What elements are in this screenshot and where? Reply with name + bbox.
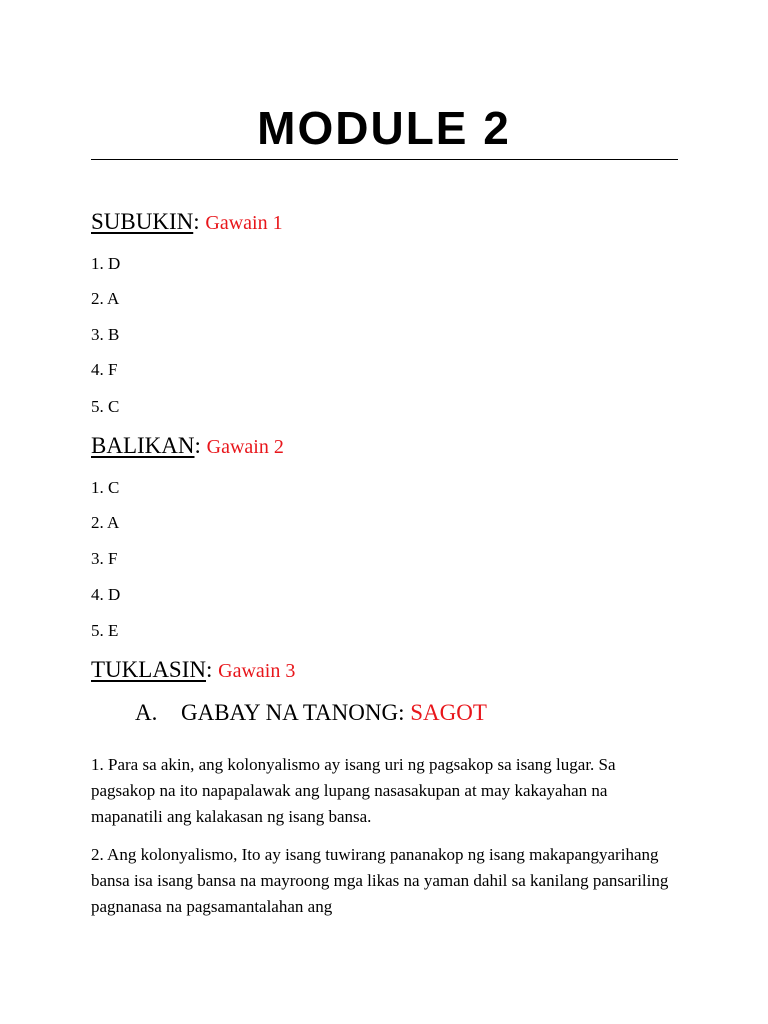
section-label: BALIKAN <box>91 433 195 458</box>
answer-item: 5. E <box>91 621 119 640</box>
section-heading-balikan <box>91 432 284 461</box>
answer-item: 5. C <box>91 397 120 416</box>
answer-item: 2. A <box>91 289 120 308</box>
section-heading-subukin <box>91 208 283 237</box>
answer-item: 3. F <box>91 549 118 568</box>
activity-label: Gawain 1 <box>205 212 283 234</box>
answer-item: 1. C <box>91 478 120 497</box>
answer-item: 4. F <box>91 360 118 379</box>
section-separator: : <box>194 433 207 458</box>
answer-highlight: SAGOT <box>410 700 487 725</box>
answer-paragraph: 2. Ang kolonyalismo, Ito ay isang tuwirang pananakop ng isang makapangyarihang bansa isa isang bansa na mayroong mga likas na yaman dahil sa kanilang pansariling pagnanasa na pagsamantalahan ang <box>91 845 669 916</box>
answer-item: 3. B <box>91 325 120 344</box>
section-label: SUBUKIN <box>91 209 194 234</box>
answer-item: 2. A <box>91 513 120 532</box>
section-separator: : <box>206 657 219 682</box>
section-label: TUKLASIN <box>91 657 206 682</box>
answer-item: 1. D <box>91 254 121 273</box>
guide-question-label: GABAY NA TANONG: <box>181 700 411 725</box>
answer-paragraph: 1. Para sa akin, ang kolonyalismo ay isang uri ng pagsakop sa isang lugar. Sa pagsakop na ito napapalawak ang lupang nasasakupan at may kakayahan na mapanatili ang kalakasan ng isang bansa. <box>91 755 616 826</box>
title-divider <box>91 159 678 160</box>
answer-item: 4. D <box>91 585 121 604</box>
activity-label: Gawain 3 <box>218 660 296 682</box>
section-heading-tuklasin <box>91 656 295 685</box>
page-title: MODULE 2 <box>257 102 511 154</box>
section-separator: : <box>193 209 206 234</box>
activity-label: Gawain 2 <box>206 436 284 458</box>
guide-question-heading <box>135 698 487 728</box>
list-letter: A. <box>135 700 158 725</box>
